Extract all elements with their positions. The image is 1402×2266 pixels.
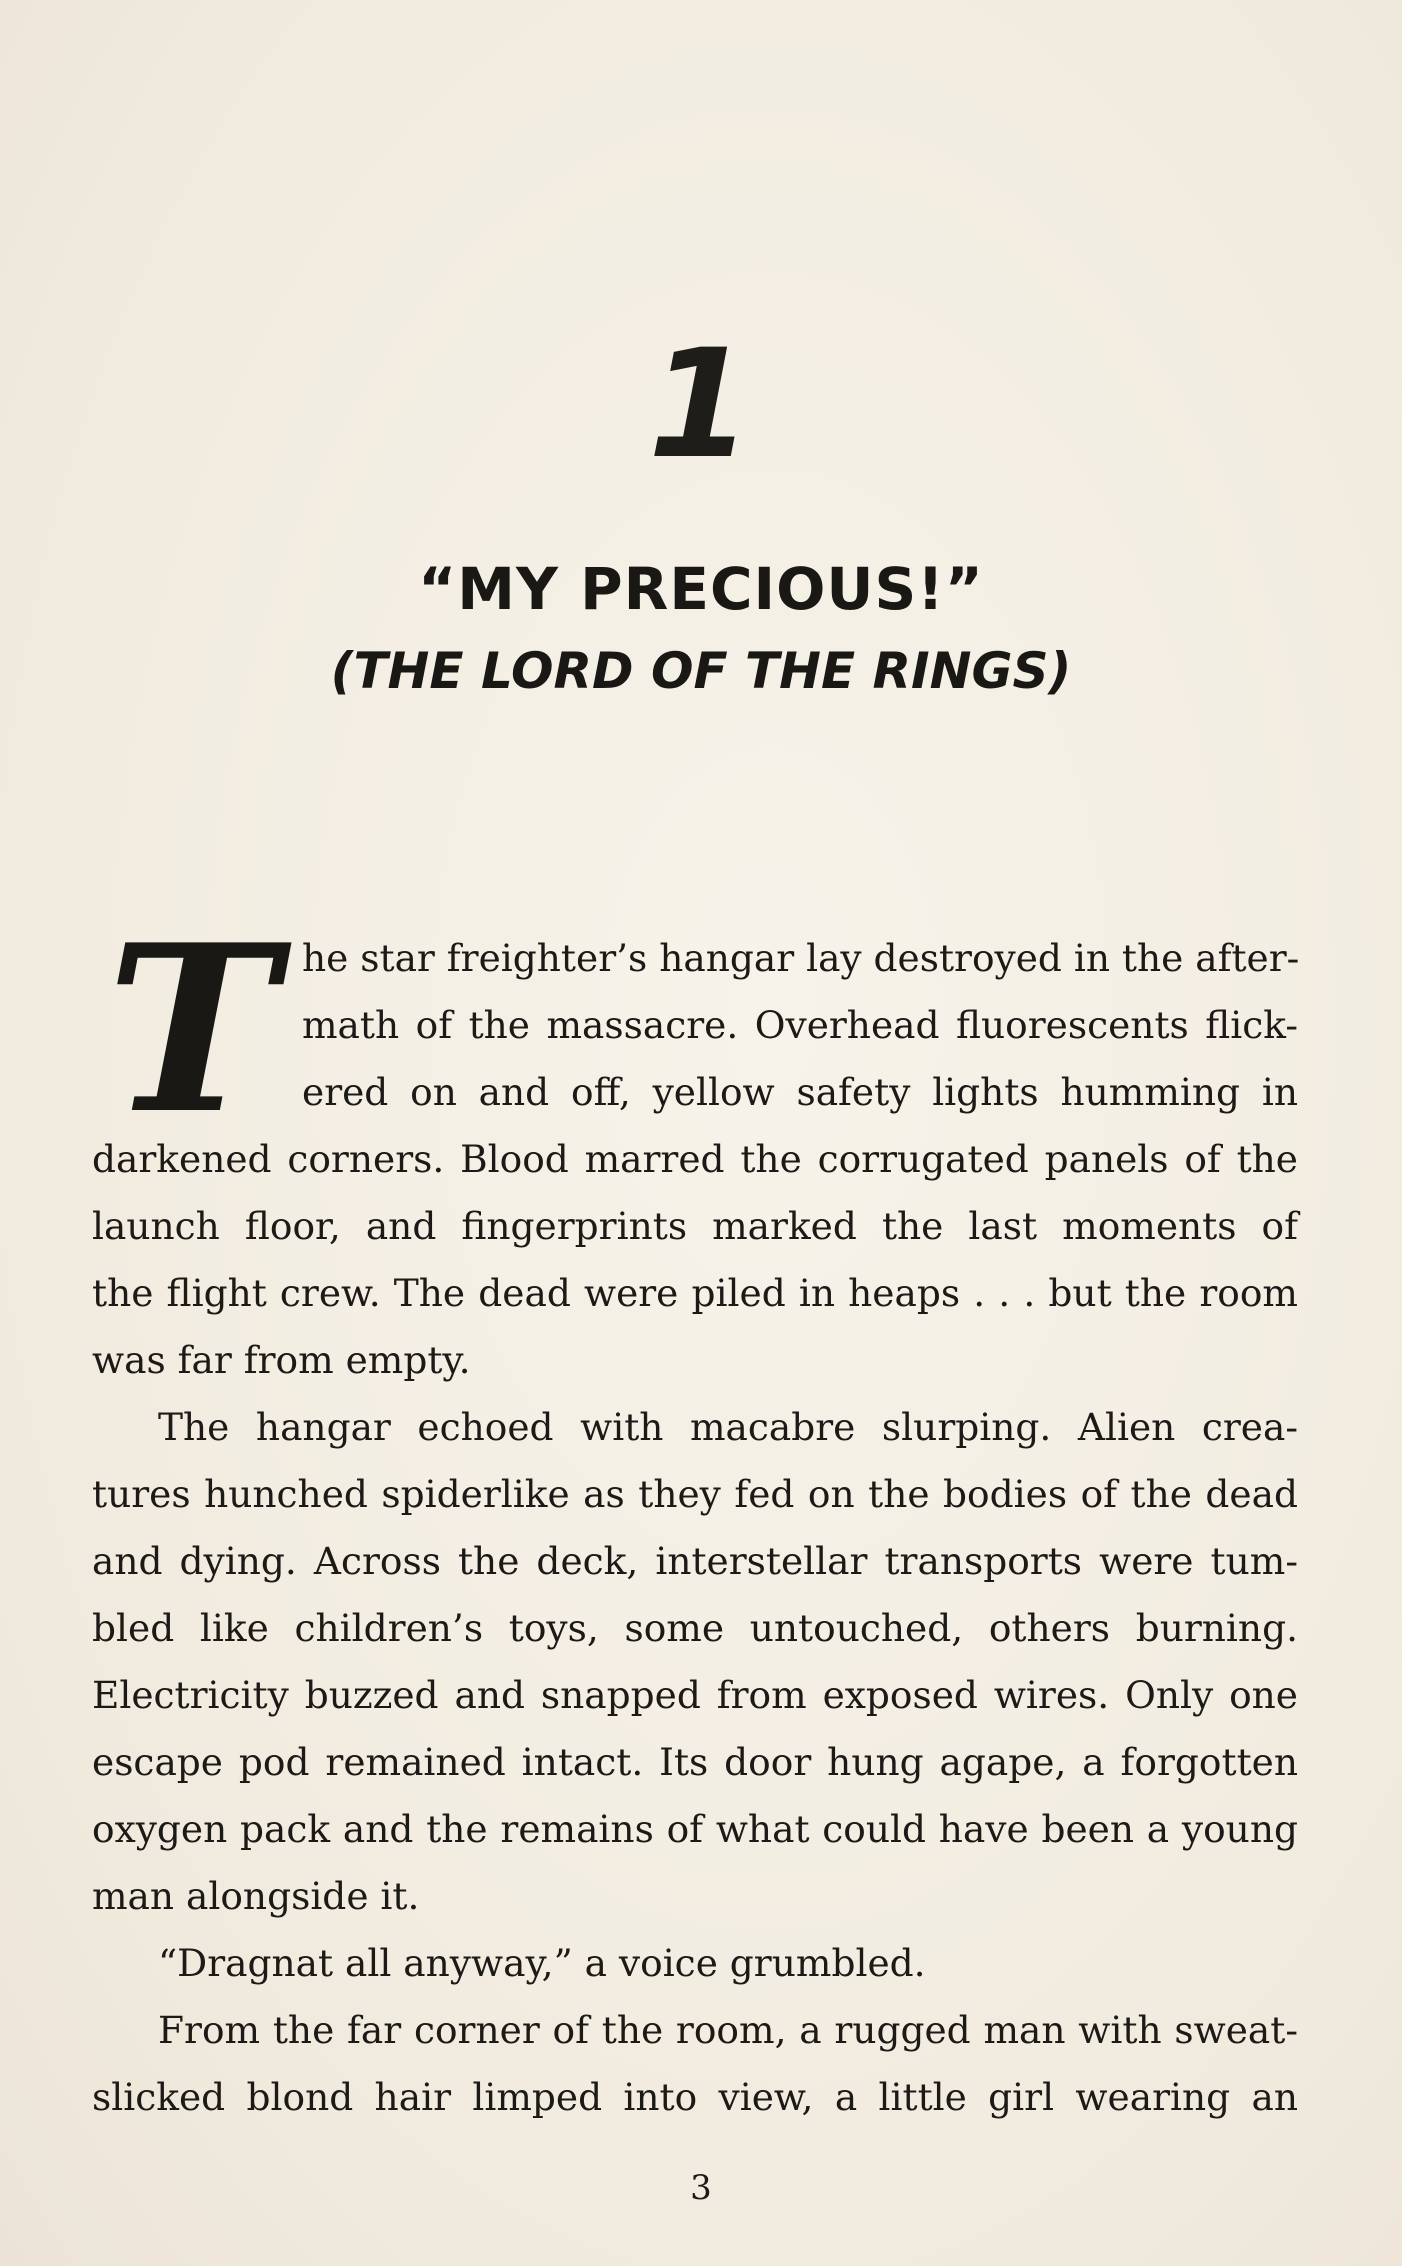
text-line: Electricity buzzed and snapped from exposed wires. Only one [92, 1673, 1298, 1717]
text-line: the flight crew. The dead were piled in heaps . . . but the room [92, 1271, 1298, 1315]
drop-cap: T [106, 895, 278, 1165]
text-line: escape pod remained intact. Its door hung agape, a forgotten [92, 1740, 1298, 1784]
body-text [92, 895, 1300, 2131]
text-line: “Dragnat all anyway,” a voice grumbled. [158, 1941, 926, 1985]
text-line: bled like children’s toys, some untouched, others burning. [92, 1606, 1298, 1650]
text-line: math of the massacre. Overhead fluorescents flick- [302, 1003, 1298, 1047]
chapter-title: “MY PRECIOUS!” [418, 555, 984, 623]
text-line: he star freighter’s hangar lay destroyed in the after- [302, 936, 1300, 980]
page-number: 3 [690, 2168, 712, 2208]
text-line: oxygen pack and the remains of what could have been a young [92, 1807, 1298, 1851]
text-line: slicked blond hair limped into view, a little girl wearing an [92, 2075, 1298, 2119]
text-line: launch floor, and fingerprints marked the last moments of [92, 1204, 1298, 1248]
text-line: and dying. Across the deck, interstellar transports were tum- [92, 1539, 1298, 1583]
chapter-number: 1 [647, 318, 755, 492]
chapter-subtitle: (THE LORD OF THE RINGS) [330, 642, 1072, 700]
text-line: ered on and off, yellow safety lights humming in [302, 1070, 1298, 1114]
text-line: The hangar echoed with macabre slurping. Alien crea- [158, 1405, 1298, 1449]
text-line: tures hunched spiderlike as they fed on the bodies of the dead [92, 1472, 1298, 1516]
text-line: darkened corners. Blood marred the corrugated panels of the [92, 1137, 1298, 1181]
text-line: was far from empty. [92, 1338, 471, 1382]
text-line: man alongside it. [92, 1874, 420, 1918]
text-line: From the far corner of the room, a rugged man with sweat- [158, 2008, 1298, 2052]
